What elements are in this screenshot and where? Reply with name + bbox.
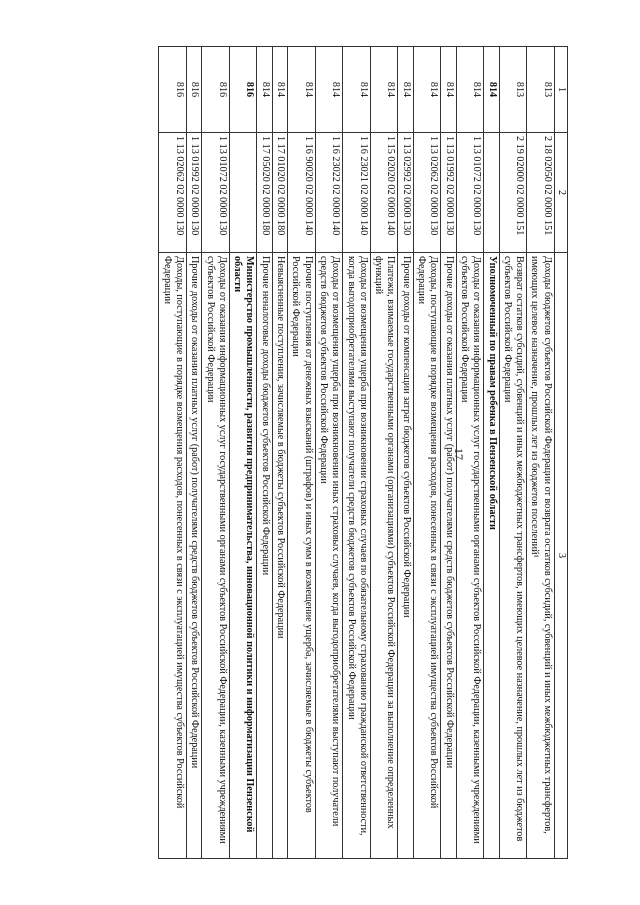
budget-code-cell: 1 13 01072 02 0000 130	[456, 133, 484, 253]
budget-code-cell	[484, 133, 499, 253]
income-name-cell: Прочие поступления от денежных взысканий (штрафов) и иных сумм в возмещение ущерба, зачисляемые в бюджеты субъектов Российской Федерации	[288, 253, 316, 859]
admin-code-cell: 814	[288, 47, 316, 133]
table-row	[527, 47, 555, 859]
admin-code-cell: 814	[370, 47, 398, 133]
table-row	[288, 47, 316, 859]
admin-code-cell: 814	[456, 47, 484, 133]
admin-code-cell: 816	[186, 47, 201, 133]
admin-code-cell: 814	[315, 47, 343, 133]
table-row	[370, 47, 398, 859]
table-row	[186, 47, 201, 859]
admin-code-cell: 816	[229, 47, 257, 133]
income-name-cell: Доходы, поступающие в порядке возмещения расходов, понесенных в связи с эксплуатацией имущества субъектов Российской Федерации	[413, 253, 441, 859]
income-name-cell: Доходы от возмещения ущерба при возникновении страховых случаев по обязательному страхованию гражданской ответственности, когда выгодоприобретателями выступают получатели средств бюджетов субъектов Российской Федерации	[343, 253, 371, 859]
budget-code-cell: 1 17 01020 02 0000 180	[272, 133, 287, 253]
rotated-table-container	[62, 46, 568, 858]
table-section-row	[229, 47, 257, 859]
income-name-cell: Доходы, поступающие в порядке возмещения расходов, понесенных в связи с эксплуатацией имущества субъектов Российской Федерации	[159, 253, 187, 859]
budget-code-cell: 1 17 05020 02 0000 180	[257, 133, 272, 253]
admin-code-cell: 814	[398, 47, 413, 133]
header-col-2: 2	[554, 133, 567, 253]
budget-code-cell: 1 15 02020 02 0000 140	[370, 133, 398, 253]
budget-code-cell: 2 18 02050 02 0000 151	[527, 133, 555, 253]
table-row	[159, 47, 187, 859]
budget-code-cell: 2 19 02000 02 0000 151	[499, 133, 527, 253]
income-name-cell: Прочие неналоговые доходы бюджетов субъектов Российской Федерации	[257, 253, 272, 859]
income-name-cell: Доходы от оказания информационных услуг государственными органами субъектов Российской Федерации, казенными учреждениями субъектов Российской Федерации	[456, 253, 484, 859]
admin-code-cell: 814	[272, 47, 287, 133]
income-name-cell: Доходы от возмещения ущерба при возникновении иных страховых случаев, когда выгодоприобретателями выступают получатели средств бюджетов субъектов Российской Федерации	[315, 253, 343, 859]
admin-code-cell: 816	[202, 47, 230, 133]
table-row	[499, 47, 527, 859]
table-header-row	[554, 47, 567, 859]
page-number: 17	[452, 448, 466, 460]
budget-code-cell: 1 16 23021 02 0000 140	[343, 133, 371, 253]
income-name-cell: Прочие доходы от оказания платных услуг (работ) получателями средств бюджетов субъектов Российской Федерации	[441, 253, 456, 859]
income-name-cell: Возврат остатков субсидий, субвенций и иных межбюджетных трансфертов, имеющих целевое назначение, прошлых лет из бюджетов субъектов Российской Федерации	[499, 253, 527, 859]
admin-code-cell: 814	[413, 47, 441, 133]
table-row	[413, 47, 441, 859]
admin-code-cell: 814	[441, 47, 456, 133]
income-name-cell: Министерство промышленности, развития предпринимательства, инновационной политики и информатизации Пензенской области	[229, 253, 257, 859]
table-row	[441, 47, 456, 859]
admin-code-cell: 816	[159, 47, 187, 133]
admin-code-cell: 814	[343, 47, 371, 133]
table-row	[315, 47, 343, 859]
revenue-classification-table	[158, 46, 568, 859]
admin-code-cell: 813	[499, 47, 527, 133]
table-section-row	[484, 47, 499, 859]
table-row	[202, 47, 230, 859]
table-row	[343, 47, 371, 859]
admin-code-cell: 814	[257, 47, 272, 133]
budget-code-cell: 1 16 23022 02 0000 140	[315, 133, 343, 253]
table-row	[272, 47, 287, 859]
header-col-3: 3	[554, 253, 567, 859]
budget-code-cell	[229, 133, 257, 253]
budget-code-cell: 1 13 02062 02 0000 130	[159, 133, 187, 253]
budget-code-cell: 1 13 01072 02 0000 130	[202, 133, 230, 253]
budget-code-cell: 1 13 01992 02 0000 130	[186, 133, 201, 253]
table-body	[159, 47, 554, 859]
income-name-cell: Прочие доходы от оказания платных услуг (работ) получателями средств бюджетов субъектов Российской Федерации	[186, 253, 201, 859]
admin-code-cell: 813	[527, 47, 555, 133]
income-name-cell: Доходы от оказания информационных услуг государственными органами субъектов Российской Федерации, казенными учреждениями субъектов Российской Федерации	[202, 253, 230, 859]
budget-code-cell: 1 13 02062 02 0000 130	[413, 133, 441, 253]
table-row	[398, 47, 413, 859]
income-name-cell: Уполномоченный по правам ребенка в Пензенской области	[484, 253, 499, 859]
header-col-1: 1	[554, 47, 567, 133]
budget-code-cell: 1 13 01992 02 0000 130	[441, 133, 456, 253]
table-row	[456, 47, 484, 859]
income-name-cell: Прочие доходы от компенсации затрат бюджетов субъектов Российской Федерации	[398, 253, 413, 859]
income-name-cell: Невыясненные поступления, зачисляемые в бюджеты субъектов Российской Федерации	[272, 253, 287, 859]
admin-code-cell: 814	[484, 47, 499, 133]
budget-code-cell: 1 16 90020 02 0000 140	[288, 133, 316, 253]
income-name-cell: Доходы бюджетов субъектов Российской Федерации от возврата остатков субсидий, субвенций и иных межбюджетных трансфертов, имеющих целевое назначение, прошлых лет из бюджетов поселений¹	[527, 253, 555, 859]
table-row	[257, 47, 272, 859]
income-name-cell: Платежи, взимаемые государственными органами (организациями) субъектов Российской Федерации за выполнение определенных функций	[370, 253, 398, 859]
budget-code-cell: 1 13 02992 02 0000 130	[398, 133, 413, 253]
